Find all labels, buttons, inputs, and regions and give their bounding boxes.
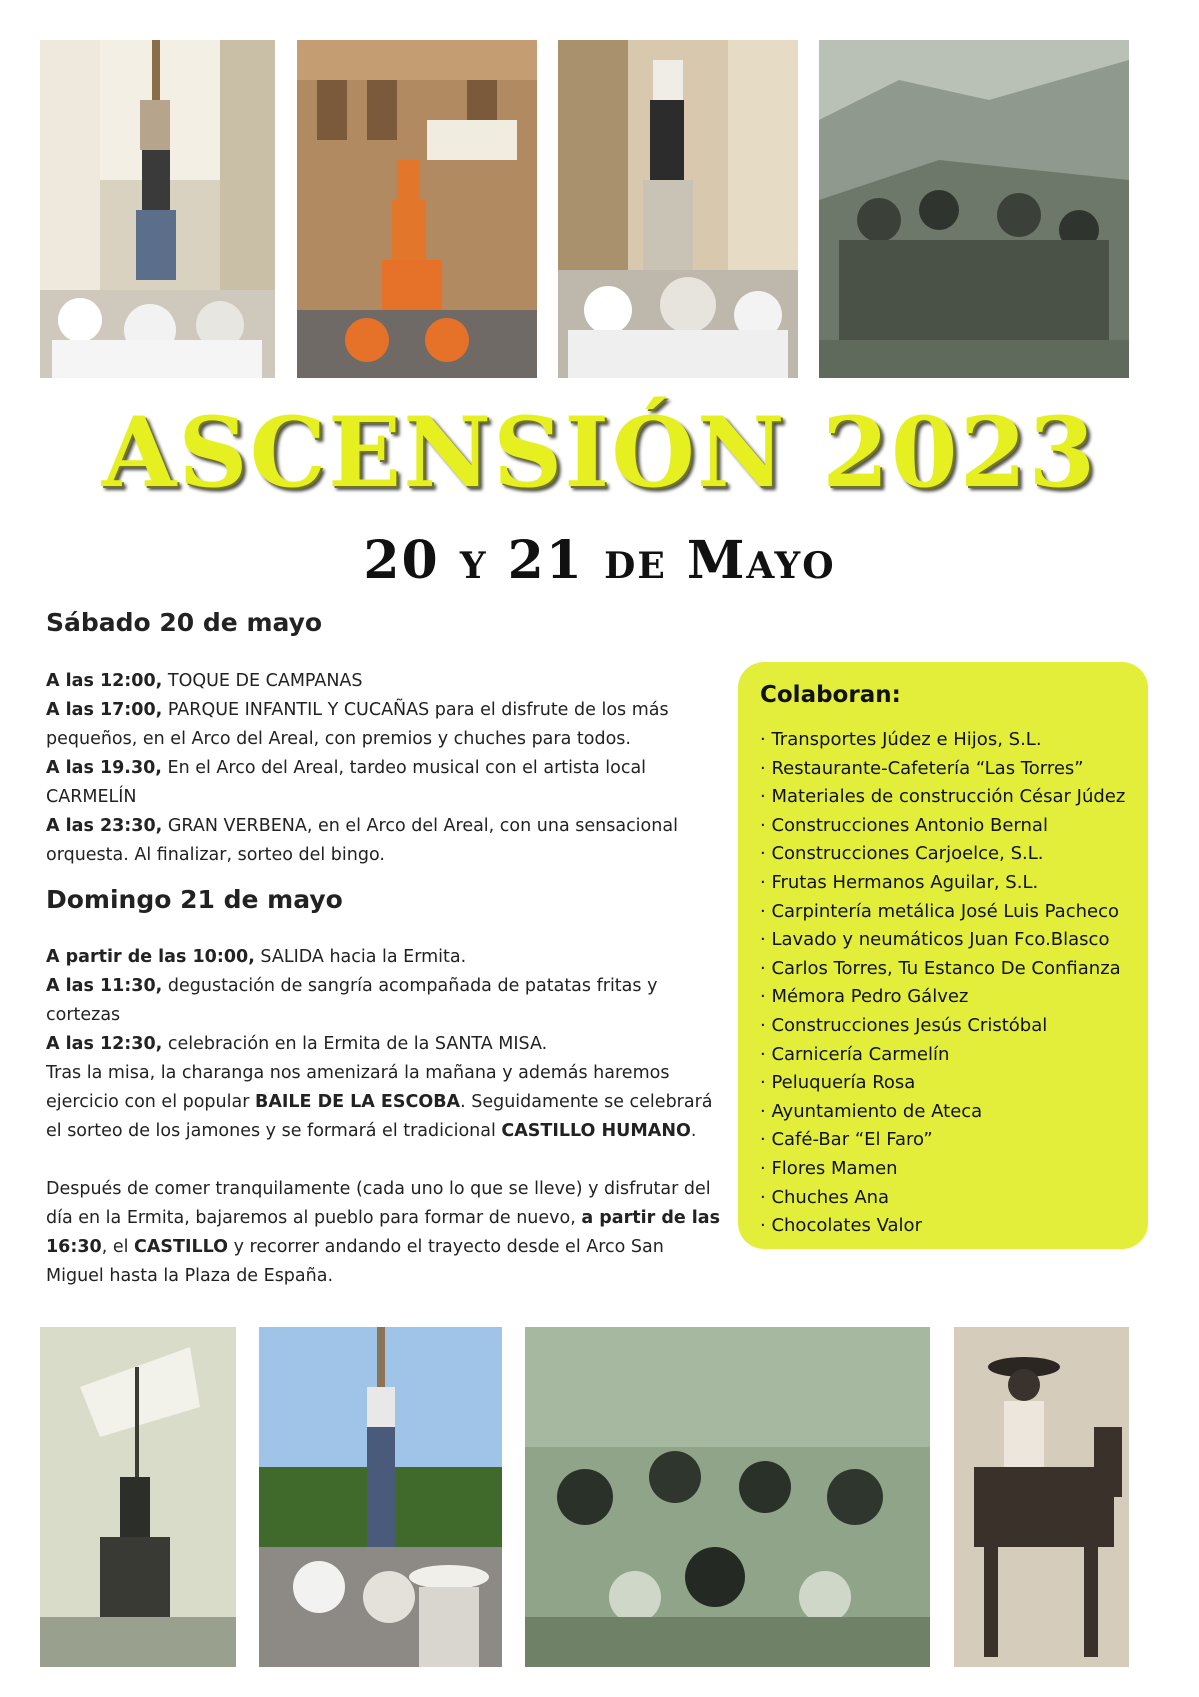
photo-vintage-flag-castle [40,1327,236,1667]
photo-vintage-man-on-horse [954,1327,1129,1667]
sponsor-item: · Restaurante-Cafetería “Las Torres” [760,755,1126,784]
sunday-heading: Domingo 21 de mayo [46,885,343,914]
saturday-heading: Sábado 20 de mayo [46,608,323,637]
schedule-item: A las 11:30, degustación de sangría acompañada de patatas fritas y cortezas [46,976,658,1025]
schedule-item: A las 17:00, PARQUE INFANTIL Y CUCAÑAS para el disfrute de los más pequeños, en el Arco del Areal, con premios y chuches para todos. [46,700,669,749]
sunday-schedule [46,943,726,1291]
sponsor-item: · Café-Bar “El Faro” [760,1126,1126,1155]
sponsor-item: · Peluquería Rosa [760,1069,1126,1098]
sponsor-item: · Construcciones Antonio Bernal [760,812,1126,841]
sponsor-item: · Construcciones Carjoelce, S.L. [760,840,1126,869]
sponsor-item: · Materiales de construcción César Júdez [760,783,1126,812]
photo-vintage-group-hillside [819,40,1129,378]
page-title: ASCENSIÓN 2023 [101,396,1098,509]
sponsors-heading: Colaboran: [760,682,901,708]
sponsor-item: · Flores Mamen [760,1155,1126,1184]
sponsors-panel [738,662,1148,1249]
photo-pole-climb-crowd [259,1327,502,1667]
sponsor-item: · Construcciones Jesús Cristóbal [760,1012,1126,1041]
sponsor-item: · Chocolates Valor [760,1212,1126,1241]
schedule-item: A las 19.30, En el Arco del Areal, tardeo musical con el artista local CARMELÍN [46,758,647,807]
photo-narrow-street-castle [558,40,798,378]
schedule-item: A las 12:00, TOQUE DE CAMPANAS [46,671,363,691]
sponsor-item: · Chuches Ana [760,1184,1126,1213]
sponsor-item: · Ayuntamiento de Ateca [760,1098,1126,1127]
schedule-item: A partir de las 10:00, SALIDA hacia la Ermita. [46,947,467,967]
saturday-schedule [46,667,726,870]
event-dates: 20 y 21 de Mayo [363,530,836,591]
schedule-item: A las 23:30, GRAN VERBENA, en el Arco del Areal, con una sensacional orquesta. Al finalizar, sorteo del bingo. [46,816,678,865]
photo-town-hall-castle [297,40,537,378]
sponsor-item: · Frutas Hermanos Aguilar, S.L. [760,869,1126,898]
sponsor-item: · Carpintería metálica José Luis Pacheco [760,898,1126,927]
sponsor-item: · Mémora Pedro Gálvez [760,983,1126,1012]
sponsor-item: · Lavado y neumáticos Juan Fco.Blasco [760,926,1126,955]
sponsor-item: · Carnicería Carmelín [760,1041,1126,1070]
sunday-paragraph-afternoon: Después de comer tranquilamente (cada uno lo que se lleve) y disfrutar del día en la Ermita, bajaremos al pueblo para formar de nuevo, a partir de las 16:30, el CASTILLO y recorrer andando el trayecto desde el Arco San Miguel hasta la Plaza de España. [46,1179,721,1286]
photo-vintage-group-wall [525,1327,930,1667]
sponsor-item: · Transportes Júdez e Hijos, S.L. [760,726,1126,755]
photo-human-castle-street [40,40,275,378]
sunday-paragraph-mass: Tras la misa, la charanga nos amenizará la mañana y además haremos ejercicio con el popular BAILE DE LA ESCOBA. Seguidamente se celebrará el sorteo de los jamones y se formará el tradicional CASTILLO HUMANO. [46,1063,713,1141]
sponsors-list [760,726,1126,1241]
sponsor-item: · Carlos Torres, Tu Estanco De Confianza [760,955,1126,984]
schedule-item: A las 12:30, celebración en la Ermita de la SANTA MISA. [46,1034,548,1054]
